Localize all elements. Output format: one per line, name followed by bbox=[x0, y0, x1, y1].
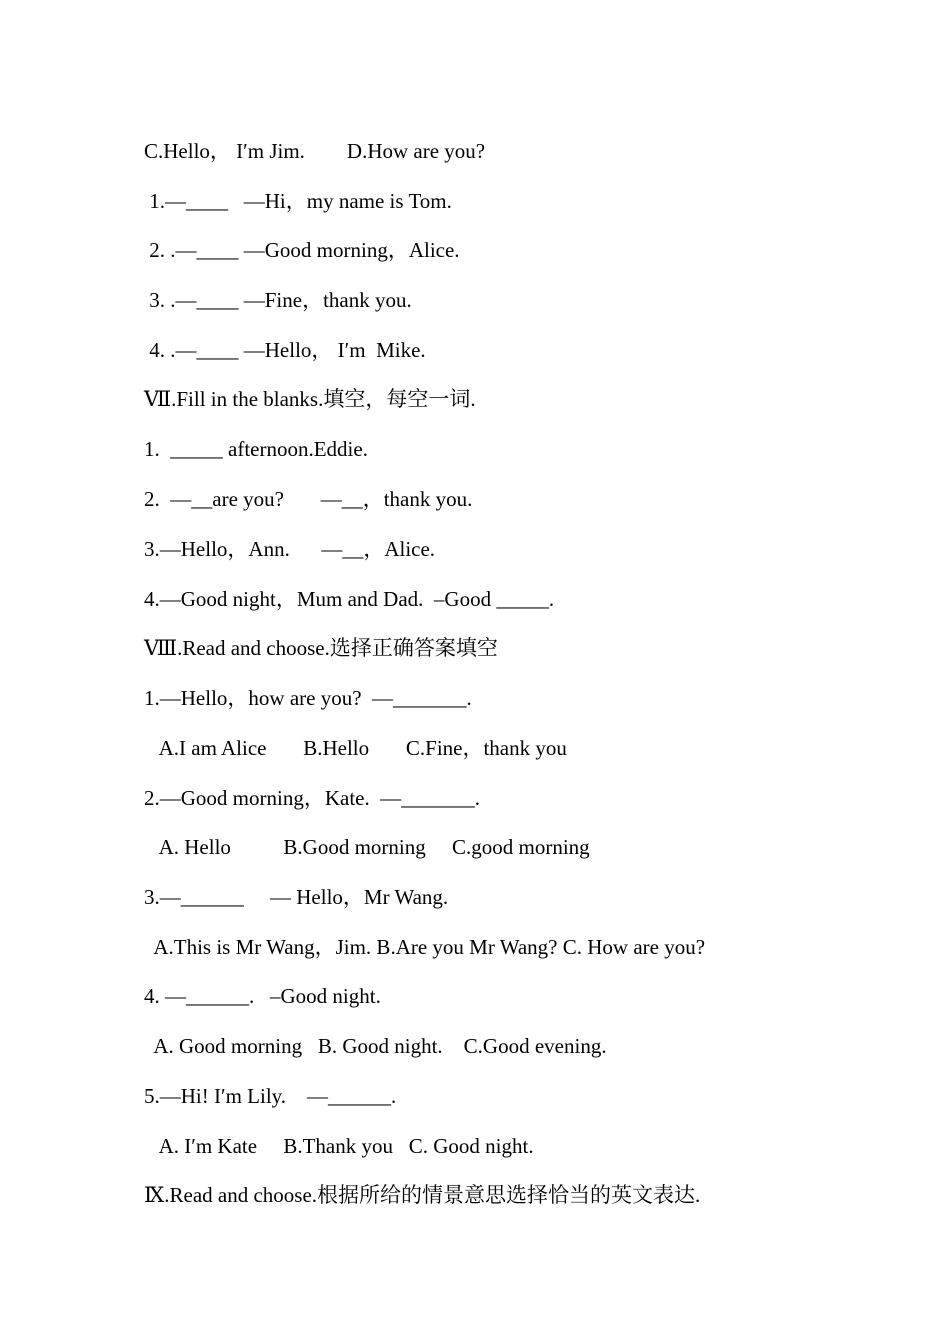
choice-question-2: 2.—Good morning，Kate. —_______. bbox=[144, 786, 480, 810]
dialogue-item-3: 3. .—____ —Fine，thank you. bbox=[144, 288, 412, 312]
fill-blank-item-1: 1. _____ afternoon.Eddie. bbox=[144, 437, 368, 461]
fill-blank-item-4: 4.—Good night，Mum and Dad. –Good _____. bbox=[144, 587, 555, 611]
section-heading-ix: Ⅸ.Read and choose.根据所给的情景意思选择恰当的英文表达. bbox=[144, 1183, 701, 1207]
dialogue-item-4: 4. .—____ —Hello， I′m Mike. bbox=[144, 338, 426, 362]
choice-options-5: A. I′m Kate B.Thank you C. Good night. bbox=[144, 1134, 534, 1158]
choice-options-4: A. Good morning B. Good night. C.Good evening. bbox=[144, 1034, 607, 1058]
choice-options-2: A. Hello B.Good morning C.good morning bbox=[144, 835, 590, 859]
choice-question-4: 4. —______. –Good night. bbox=[144, 984, 381, 1008]
fill-blank-item-2: 2. —__are you? —__，thank you. bbox=[144, 487, 473, 511]
section-heading-viii: Ⅷ.Read and choose.选择正确答案填空 bbox=[144, 636, 498, 660]
fill-blank-item-3: 3.—Hello，Ann. —__，Alice. bbox=[144, 537, 436, 561]
choice-question-3: 3.—______ — Hello，Mr Wang. bbox=[144, 885, 449, 909]
option-line-c-d: C.Hello， I′m Jim. D.How are you? bbox=[144, 139, 486, 163]
choice-question-1: 1.—Hello，how are you? —_______. bbox=[144, 686, 472, 710]
choice-question-5: 5.—Hi! I′m Lily. —______. bbox=[144, 1084, 397, 1108]
choice-options-3: A.This is Mr Wang，Jim. B.Are you Mr Wang? C. How are you? bbox=[144, 935, 706, 959]
dialogue-item-1: 1.—____ —Hi，my name is Tom. bbox=[144, 189, 452, 213]
dialogue-item-2: 2. .—____ —Good morning，Alice. bbox=[144, 238, 460, 262]
section-heading-vii: Ⅶ.Fill in the blanks.填空，每空一词. bbox=[144, 387, 476, 411]
choice-options-1: A.I am Alice B.Hello C.Fine，thank you bbox=[144, 736, 567, 760]
